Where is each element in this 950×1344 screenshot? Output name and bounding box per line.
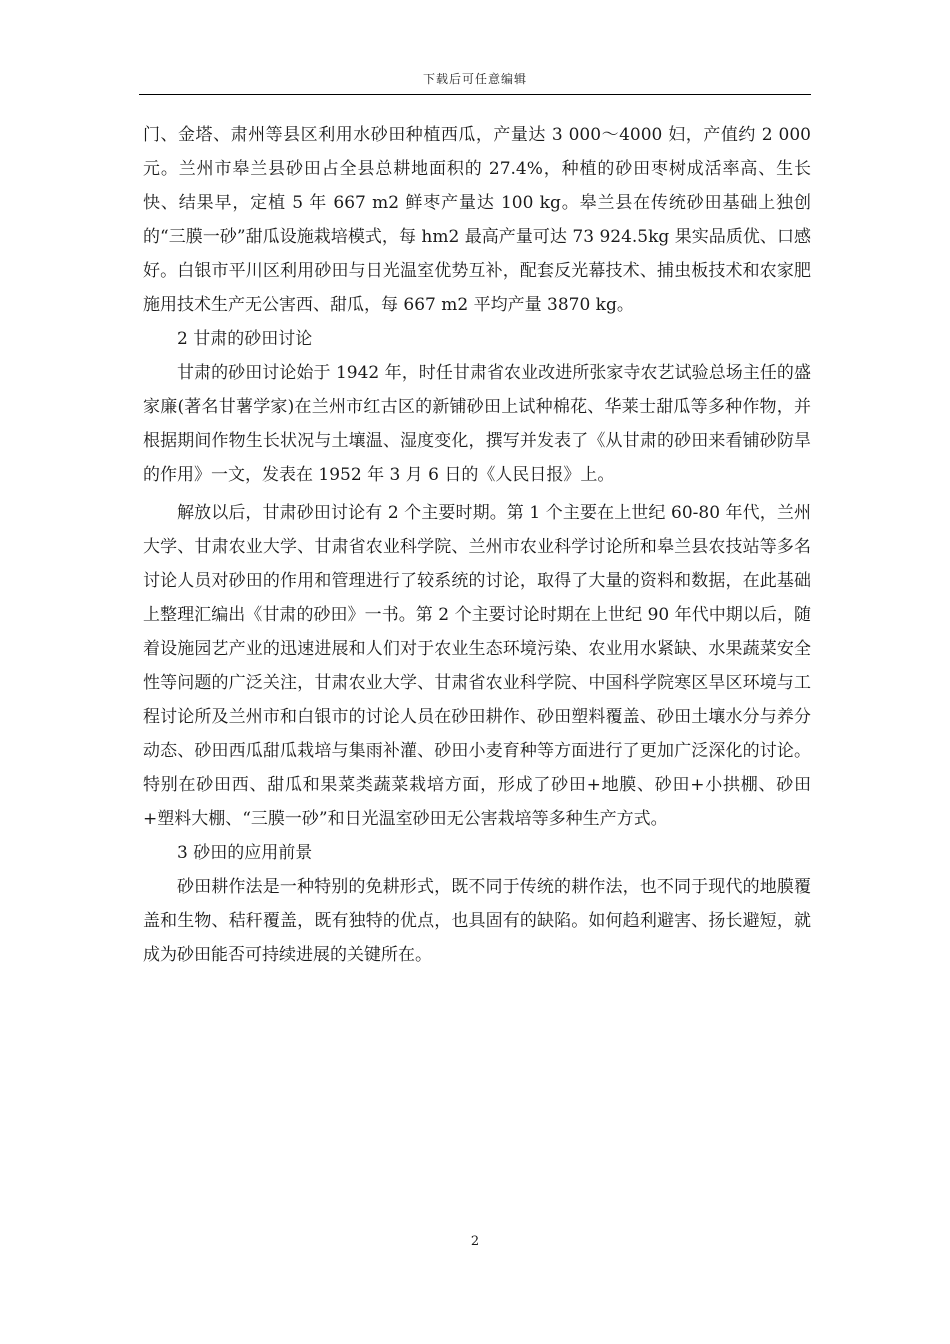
header-divider	[139, 94, 811, 95]
section-heading-3: 3 砂田的应用前景	[177, 843, 313, 863]
section-heading-2: 2 甘肃的砂田讨论	[177, 329, 313, 349]
paragraph-prospects: 砂田耕作法是一种特别的免耕形式，既不同于传统的耕作法，也不同于现代的地膜覆盖和生物、秸秆覆盖，既有独特的优点，也具固有的缺陷。如何趋利避害、扬长避短，就成为砂田能否可持续进展的关键所在。	[143, 877, 811, 965]
page-number: 2	[470, 1234, 480, 1249]
page-header: 下载后可任意编辑	[422, 72, 527, 86]
document-body	[143, 118, 811, 972]
paragraph-continuation: 门、金塔、肃州等县区利用水砂田种植西瓜，产量达 3 000～4000 妇，产值约 2 000 元。兰州市皋兰县砂田占全县总耕地面积的 27.4%，种植的砂田枣树成活率高、生长快、结果早，定植 5 年 667 m2 鲜枣产量达 100 kg。皋兰县在传统砂田基础上独创的“三膜一砂”甜瓜设施栽培模式，每 hm2 最高产量可达 73 924.5kg 果实品质优、口感好。白银市平川区利用砂田与日光温室优势互补，配套反光幕技术、捕虫板技术和农家肥施用技术生产无公害西、甜瓜，每 667 m2 平均产量 3870 kg。	[143, 125, 811, 315]
paragraph-research-origin: 甘肃的砂田讨论始于 1942 年，时任甘肃省农业改进所张家寺农艺试验总场主任的盛家廉(著名甘薯学家)在兰州市红古区的新铺砂田上试种棉花、华莱士甜瓜等多种作物，并根据期间作物生长状况与土壤温、湿度变化，撰写并发表了《从甘肃的砂田来看铺砂防旱的作用》一文，发表在 1952 年 3 月 6 日的《人民日报》上。	[143, 363, 811, 485]
paragraph-research-periods: 解放以后，甘肃砂田讨论有 2 个主要时期。第 1 个主要在上世纪 60-80 年代，兰州大学、甘肃农业大学、甘肃省农业科学院、兰州市农业科学讨论所和皋兰县农技站等多名讨论人员对砂田的作用和管理进行了较系统的讨论，取得了大量的资料和数据，在此基础上整理汇编出《甘肃的砂田》一书。第 2 个主要讨论时期在上世纪 90 年代中期以后，随着设施园艺产业的迅速进展和人们对于农业生态环境污染、农业用水紧缺、水果蔬菜安全性等问题的广泛关注，甘肃农业大学、甘肃省农业科学院、中国科学院寒区旱区环境与工程讨论所及兰州市和白银市的讨论人员在砂田耕作、砂田塑料覆盖、砂田土壤水分与养分动态、砂田西瓜甜瓜栽培与集雨补灌、砂田小麦育种等方面进行了更加广泛深化的讨论。特别在砂田西、甜瓜和果菜类蔬菜栽培方面，形成了砂田+地膜、砂田+小拱棚、砂田+塑料大棚、“三膜一砂”和日光温室砂田无公害栽培等多种生产方式。	[143, 503, 811, 829]
